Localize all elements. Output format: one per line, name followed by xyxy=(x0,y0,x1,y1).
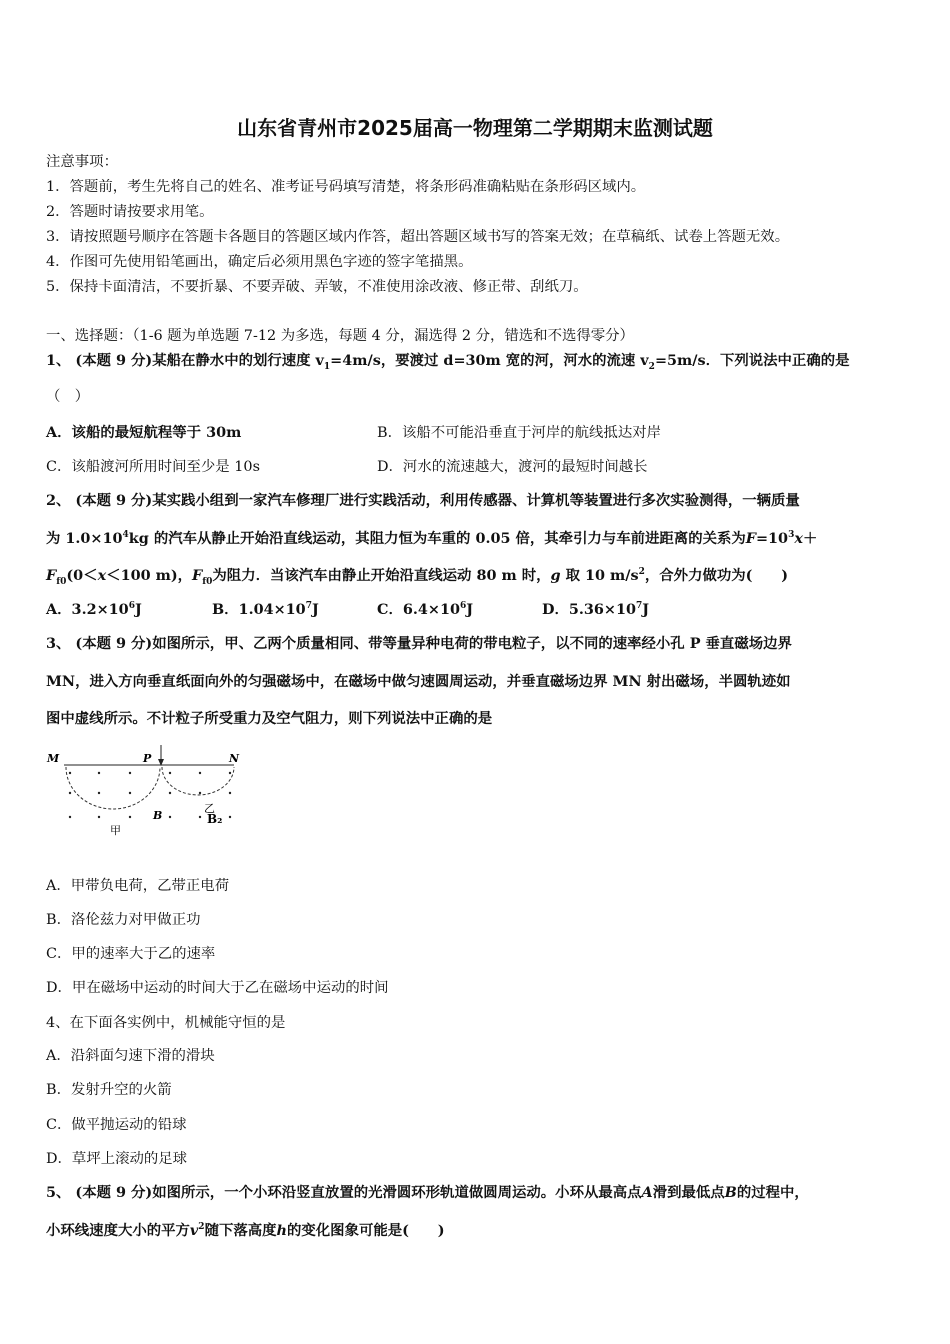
trajectory-jia xyxy=(66,767,160,809)
q3-option-a[interactable]: A．甲带负电荷，乙带正电荷 xyxy=(46,878,230,894)
q1-stem: 1、 (本题 9 分)某船在静水中的划行速度 $v_1=4m/s$，要渡过 d=30m 宽的河，河水的流速 $v_2=5m/s$．下列说法中正确的是 xyxy=(46,352,850,372)
q5-stem-line2: 小环线速度大小的平方$v^2$随下落高度h的变化图象可能是( ) xyxy=(46,1222,445,1239)
q4-option-b[interactable]: B．发射升空的火箭 xyxy=(46,1082,172,1098)
q2-option-c[interactable]: C．$6.4\times 10^6J$ xyxy=(377,601,474,618)
magnetic-field-figure xyxy=(44,745,254,845)
q1-option-c[interactable]: C．该船渡河所用时间至少是 10s xyxy=(46,459,260,475)
notice-item: 4．作图可先使用铅笔画出，确定后必须用黑色字迹的签字笔描黑。 xyxy=(46,254,473,270)
q1-option-b[interactable]: B．该船不可能沿垂直于河岸的航线抵达对岸 xyxy=(377,425,661,441)
q3-option-d[interactable]: D．甲在磁场中运动的时间大于乙在磁场中运动的时间 xyxy=(46,980,389,996)
q4-option-d[interactable]: D．草坪上滚动的足球 xyxy=(46,1151,188,1167)
label-b2: B₂ xyxy=(207,812,223,826)
trajectory-yi xyxy=(162,767,234,795)
q5-stem-line1: 5、 (本题 9 分)如图所示，一个小环沿竖直放置的光滑圆环形轨道做圆周运动。小环从最高点A滑到最低点B的过程中， xyxy=(46,1184,809,1201)
q1-paren: （ ） xyxy=(46,389,90,405)
label-yi: 乙 xyxy=(204,802,215,815)
q4-stem: 4、在下面各实例中，机械能守恒的是 xyxy=(46,1015,286,1031)
notice-item: 5．保持卡面清洁，不要折暴、不要弄破、弄皱，不准使用涂改液、修正带、刮纸刀。 xyxy=(46,279,588,295)
label-p: P xyxy=(143,752,152,765)
q2-stem-line3: $F_{f0}(0<x<100$ m)，$F_{f0}$为阻力．当该汽车由静止开始沿直线运动 80 m 时，g 取 10 $m/s^2$，合外力做功为( ) xyxy=(46,567,789,587)
q2-stem-line1: 2、 (本题 9 分)某实践小组到一家汽车修理厂进行实践活动，利用传感器、计算机等装置进行多次实验测得，一辆质量 xyxy=(46,492,800,509)
label-n: N xyxy=(229,752,240,765)
q4-option-c[interactable]: C．做平抛运动的铅球 xyxy=(46,1117,187,1133)
label-m: M xyxy=(47,752,60,765)
q3-stem-line2: MN，进入方向垂直纸面向外的匀强磁场中，在磁场中做匀速圆周运动，并垂直磁场边界 MN 射出磁场，半圆轨迹如 xyxy=(46,673,791,690)
notice-item: 3．请按照题号顺序在答题卡各题目的答题区域内作答，超出答题区域书写的答案无效；在草稿纸、试卷上答题无效。 xyxy=(46,229,790,245)
page-title: 山东省青州市2025届高一物理第二学期期末监测试题 xyxy=(237,116,713,140)
label-jia: 甲 xyxy=(110,824,121,837)
q2-option-a[interactable]: A．$3.2\times 10^6J$ xyxy=(46,601,142,618)
notice-item: 2．答题时请按要求用笔。 xyxy=(46,204,214,220)
notice-heading: 注意事项： xyxy=(46,154,118,170)
q2-option-b[interactable]: B．$1.04\times 10^7J$ xyxy=(212,601,319,618)
q3-option-c[interactable]: C．甲的速率大于乙的速率 xyxy=(46,946,216,962)
q3-stem-line1: 3、 (本题 9 分)如图所示，甲、乙两个质量相同、带等量异种电荷的带电粒子，以不同的速率经小孔 P 垂直磁场边界 xyxy=(46,635,792,652)
section-heading: 一、选择题：（1-6 题为单选题 7-12 为多选，每题 4 分，漏选得 2 分，错选和不选得零分） xyxy=(46,328,634,344)
label-b: B xyxy=(153,809,163,822)
q1-option-a[interactable]: A．该船的最短航程等于 30m xyxy=(46,424,242,441)
q1-option-d[interactable]: D．河水的流速越大，渡河的最短时间越长 xyxy=(377,459,648,475)
notice-item: 1．答题前，考生先将自己的姓名、准考证号码填写清楚，将条形码准确粘贴在条形码区域内。 xyxy=(46,179,646,195)
q4-option-a[interactable]: A．沿斜面匀速下滑的滑块 xyxy=(46,1048,215,1064)
q3-stem-line3: 图中虚线所示。不计粒子所受重力及空气阻力，则下列说法中正确的是 xyxy=(46,710,493,727)
q2-option-d[interactable]: D．$5.36\times 10^7J$ xyxy=(542,601,650,618)
q2-stem-line2: 为 $1.0\times 10^4kg$ 的汽车从静止开始沿直线运动，其阻力恒为车重的 0.05 倍，其牵引力与车前进距离的关系为$F=10^3x+$ xyxy=(46,530,818,547)
q3-option-b[interactable]: B．洛伦兹力对甲做正功 xyxy=(46,912,201,928)
